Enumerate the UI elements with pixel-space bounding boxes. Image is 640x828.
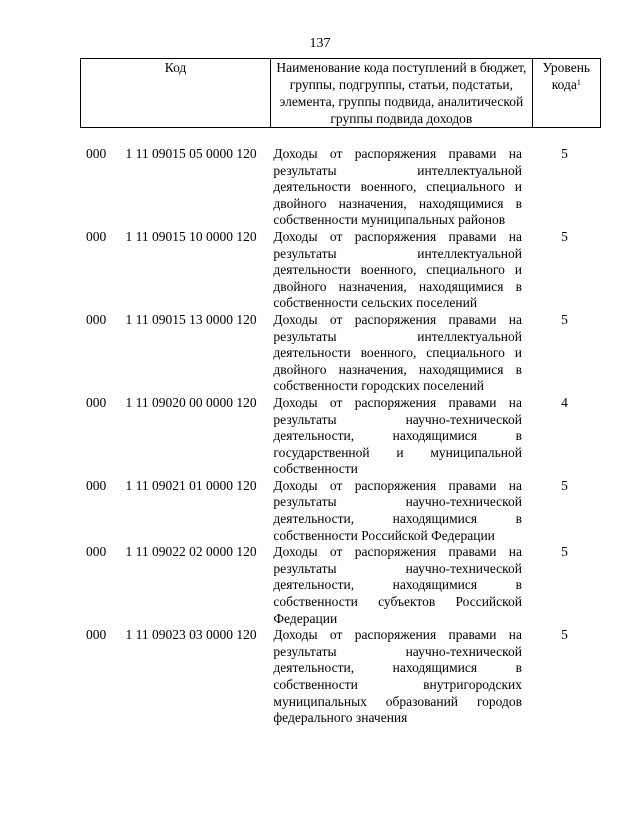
admin-code: 000 bbox=[86, 544, 107, 560]
header-level-footnote: 1 bbox=[576, 78, 581, 87]
code-level: 5 bbox=[561, 146, 568, 161]
revenue-name-line: собственности сельских поселений bbox=[273, 295, 478, 311]
revenue-name-line: собственности Российской Федерации bbox=[273, 527, 495, 543]
table-row bbox=[80, 312, 601, 395]
revenue-name bbox=[273, 146, 522, 229]
header-level-label: Уровень кода bbox=[542, 60, 591, 92]
code-level: 5 bbox=[561, 627, 568, 643]
revenue-name-line: двойного назначения, находящимися в bbox=[273, 278, 522, 294]
admin-code: 000 bbox=[86, 146, 107, 161]
revenue-name-line: Федерации bbox=[273, 610, 338, 626]
revenue-code: 1 11 09015 05 0000 120 bbox=[125, 146, 257, 161]
revenue-code: 1 11 09015 13 0000 120 bbox=[125, 311, 257, 327]
revenue-name-line: деятельности, находящимися в bbox=[273, 660, 522, 676]
revenue-name-line: деятельности военного, специального и bbox=[273, 262, 522, 278]
table-row bbox=[80, 544, 601, 627]
revenue-name bbox=[273, 312, 522, 395]
code-level: 5 bbox=[561, 477, 568, 493]
revenue-name-line: собственности bbox=[273, 461, 358, 477]
revenue-name-line: федерального значения bbox=[273, 710, 408, 726]
code-level: 5 bbox=[561, 228, 568, 244]
revenue-name bbox=[273, 229, 522, 312]
revenue-name-line: муниципальных образований городов bbox=[273, 693, 522, 709]
admin-code: 000 bbox=[86, 228, 107, 244]
code-level: 4 bbox=[561, 394, 568, 410]
table-header bbox=[80, 58, 601, 128]
revenue-name-line: результаты интеллектуальной bbox=[273, 245, 522, 261]
revenue-name-line: Доходы от распоряжения правами на bbox=[273, 228, 522, 244]
revenue-name-line: собственности городских поселений bbox=[273, 378, 484, 394]
revenue-name-line: деятельности, находящимися в bbox=[273, 511, 522, 527]
revenue-code: 1 11 09015 10 0000 120 bbox=[125, 228, 257, 244]
table-row bbox=[80, 146, 601, 229]
header-name: Наименование кода поступлений в бюджет, группы, подгруппы, статьи, подстатьи, элемента, группы подвида, аналитической группы подвида доходов bbox=[271, 59, 533, 128]
revenue-name-line: результаты интеллектуальной bbox=[273, 162, 522, 178]
revenue-name-line: результаты научно-технической bbox=[273, 494, 522, 510]
revenue-name-line: собственности субъектов Российской bbox=[273, 594, 522, 610]
revenue-name-line: собственности внутригородских bbox=[273, 677, 522, 692]
revenue-name-line: собственности муниципальных районов bbox=[273, 212, 506, 228]
revenue-code: 1 11 09020 00 0000 120 bbox=[125, 394, 257, 410]
revenue-name-line: результаты научно-технической bbox=[273, 560, 522, 576]
table-row bbox=[80, 229, 601, 312]
revenue-name-line: Доходы от распоряжения правами на bbox=[273, 477, 522, 493]
revenue-name-line: Доходы от распоряжения правами на bbox=[273, 146, 522, 161]
revenue-name-line: деятельности, находящимися в bbox=[273, 428, 522, 444]
revenue-name-line: Доходы от распоряжения правами на bbox=[273, 544, 522, 560]
revenue-code: 1 11 09023 03 0000 120 bbox=[125, 627, 257, 643]
revenue-name bbox=[273, 478, 522, 544]
revenue-name-line: Доходы от распоряжения правами на bbox=[273, 627, 522, 643]
revenue-name-line: Доходы от распоряжения правами на bbox=[273, 394, 522, 410]
revenue-name-line: результаты научно-технической bbox=[273, 643, 522, 659]
header-level bbox=[532, 59, 600, 128]
table-row bbox=[80, 395, 601, 478]
revenue-name-line: результаты научно-технической bbox=[273, 411, 522, 427]
admin-code: 000 bbox=[86, 627, 107, 643]
code-level: 5 bbox=[561, 311, 568, 327]
admin-code: 000 bbox=[86, 311, 107, 327]
revenue-name-line: Доходы от распоряжения правами на bbox=[273, 311, 522, 327]
table-row bbox=[80, 478, 601, 544]
revenue-name-line: государственной и муниципальной bbox=[273, 444, 522, 460]
admin-code: 000 bbox=[86, 394, 107, 410]
revenue-name-line: результаты интеллектуальной bbox=[273, 328, 522, 344]
page-number: 137 bbox=[309, 36, 331, 51]
code-level: 5 bbox=[561, 544, 568, 560]
revenue-name bbox=[273, 627, 522, 727]
table-body bbox=[80, 146, 601, 727]
revenue-name bbox=[273, 395, 522, 478]
revenue-name bbox=[273, 544, 522, 627]
revenue-name-line: деятельности, находящимися в bbox=[273, 577, 522, 593]
revenue-code: 1 11 09022 02 0000 120 bbox=[125, 544, 257, 560]
revenue-name-line: двойного назначения, находящимися в bbox=[273, 195, 522, 211]
revenue-name-line: двойного назначения, находящимися в bbox=[273, 361, 522, 377]
table-row bbox=[80, 627, 601, 727]
header-code: Код bbox=[81, 59, 271, 128]
revenue-code: 1 11 09021 01 0000 120 bbox=[125, 477, 257, 493]
revenue-name-line: деятельности военного, специального и bbox=[273, 179, 522, 195]
revenue-name-line: деятельности военного, специального и bbox=[273, 345, 522, 361]
admin-code: 000 bbox=[86, 477, 107, 493]
